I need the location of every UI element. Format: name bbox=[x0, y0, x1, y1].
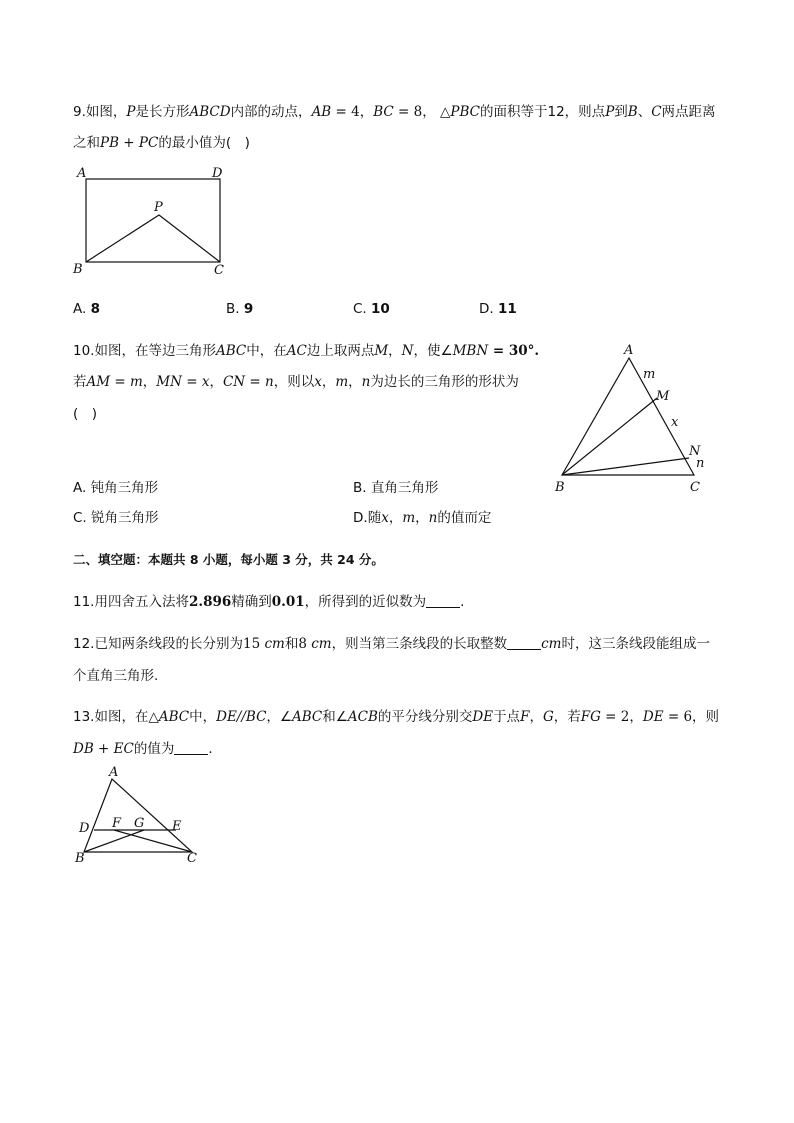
label-D: D bbox=[212, 166, 223, 181]
q13-line1: 13.如图，在△ABC中，DE//BC，∠ABC和∠ACB的平分线分别交DE于点F，G，若FG = 2，DE = 6，则 bbox=[73, 709, 720, 725]
label-G: G bbox=[134, 816, 145, 831]
label-D: D bbox=[79, 821, 90, 836]
q10-option-c[interactable]: C. 锐角三角形 bbox=[73, 510, 159, 526]
q13-figure bbox=[70, 764, 210, 866]
label-M: M bbox=[656, 389, 670, 404]
label-B: B bbox=[73, 262, 83, 277]
q9-option-a[interactable]: A. 8 bbox=[73, 301, 100, 317]
q10-line2: 若AM = m，MN = x，CN = n，则以x，m，n为边长的三角形的形状为 bbox=[73, 374, 519, 390]
answer-blank[interactable] bbox=[174, 740, 208, 755]
q10-option-d[interactable]: D.随x，m，n的值而定 bbox=[353, 510, 492, 526]
label-P: P bbox=[154, 200, 163, 215]
q10-line3: ( ) bbox=[73, 406, 98, 422]
section-heading: 二、填空题：本题共 8 小题，每小题 3 分，共 24 分。 bbox=[73, 552, 384, 567]
q10-option-b[interactable]: B. 直角三角形 bbox=[353, 480, 439, 496]
q11-line1: 11.用四舍五入法将2.896精确到0.01，所得到的近似数为 . bbox=[73, 594, 465, 610]
q9-figure bbox=[70, 162, 240, 280]
label-m: m bbox=[643, 367, 656, 382]
q9-line1: 9.如图，P是长方形ABCD内部的动点，AB = 4，BC = 8， △PBC的面积等于12，则点P到B、C两点距离 bbox=[73, 104, 716, 120]
segment-bn bbox=[562, 458, 689, 475]
label-n: n bbox=[696, 456, 705, 471]
label-E: E bbox=[172, 819, 182, 834]
q12-line1: 12.已知两条线段的长分别为15 cm和8 cm，则当第三条线段的长取整数 cm时，这三条线段能组成一 bbox=[73, 636, 710, 652]
label-C: C bbox=[214, 263, 224, 278]
answer-blank[interactable] bbox=[426, 593, 460, 608]
bisector-bg bbox=[84, 830, 144, 852]
q10-option-a[interactable]: A. 钝角三角形 bbox=[73, 480, 159, 496]
label-C: C bbox=[690, 480, 700, 495]
label-N: N bbox=[689, 444, 701, 459]
label-F: F bbox=[112, 816, 122, 831]
q12-line2: 个直角三角形. bbox=[73, 668, 159, 684]
label-C: C bbox=[187, 851, 197, 866]
label-A: A bbox=[109, 765, 119, 780]
label-A: A bbox=[77, 166, 87, 181]
q10-figure bbox=[548, 338, 718, 498]
label-B: B bbox=[75, 851, 85, 866]
q9-option-c[interactable]: C. 10 bbox=[353, 301, 390, 317]
label-x: x bbox=[671, 415, 679, 430]
q9-option-d[interactable]: D. 11 bbox=[479, 301, 517, 317]
q10-line1: 10.如图，在等边三角形ABC中，在AC边上取两点M，N，使∠MBN = 30°. bbox=[73, 343, 540, 359]
path-bpc bbox=[86, 215, 220, 262]
answer-blank[interactable] bbox=[507, 635, 541, 650]
label-A: A bbox=[624, 343, 634, 358]
q13-line2: DB + EC的值为 . bbox=[73, 741, 213, 757]
segment-bm bbox=[562, 398, 657, 475]
q9-option-b[interactable]: B. 9 bbox=[226, 301, 254, 317]
label-B: B bbox=[555, 480, 565, 495]
q9-line2: 之和PB + PC的最小值为( ) bbox=[73, 135, 250, 151]
